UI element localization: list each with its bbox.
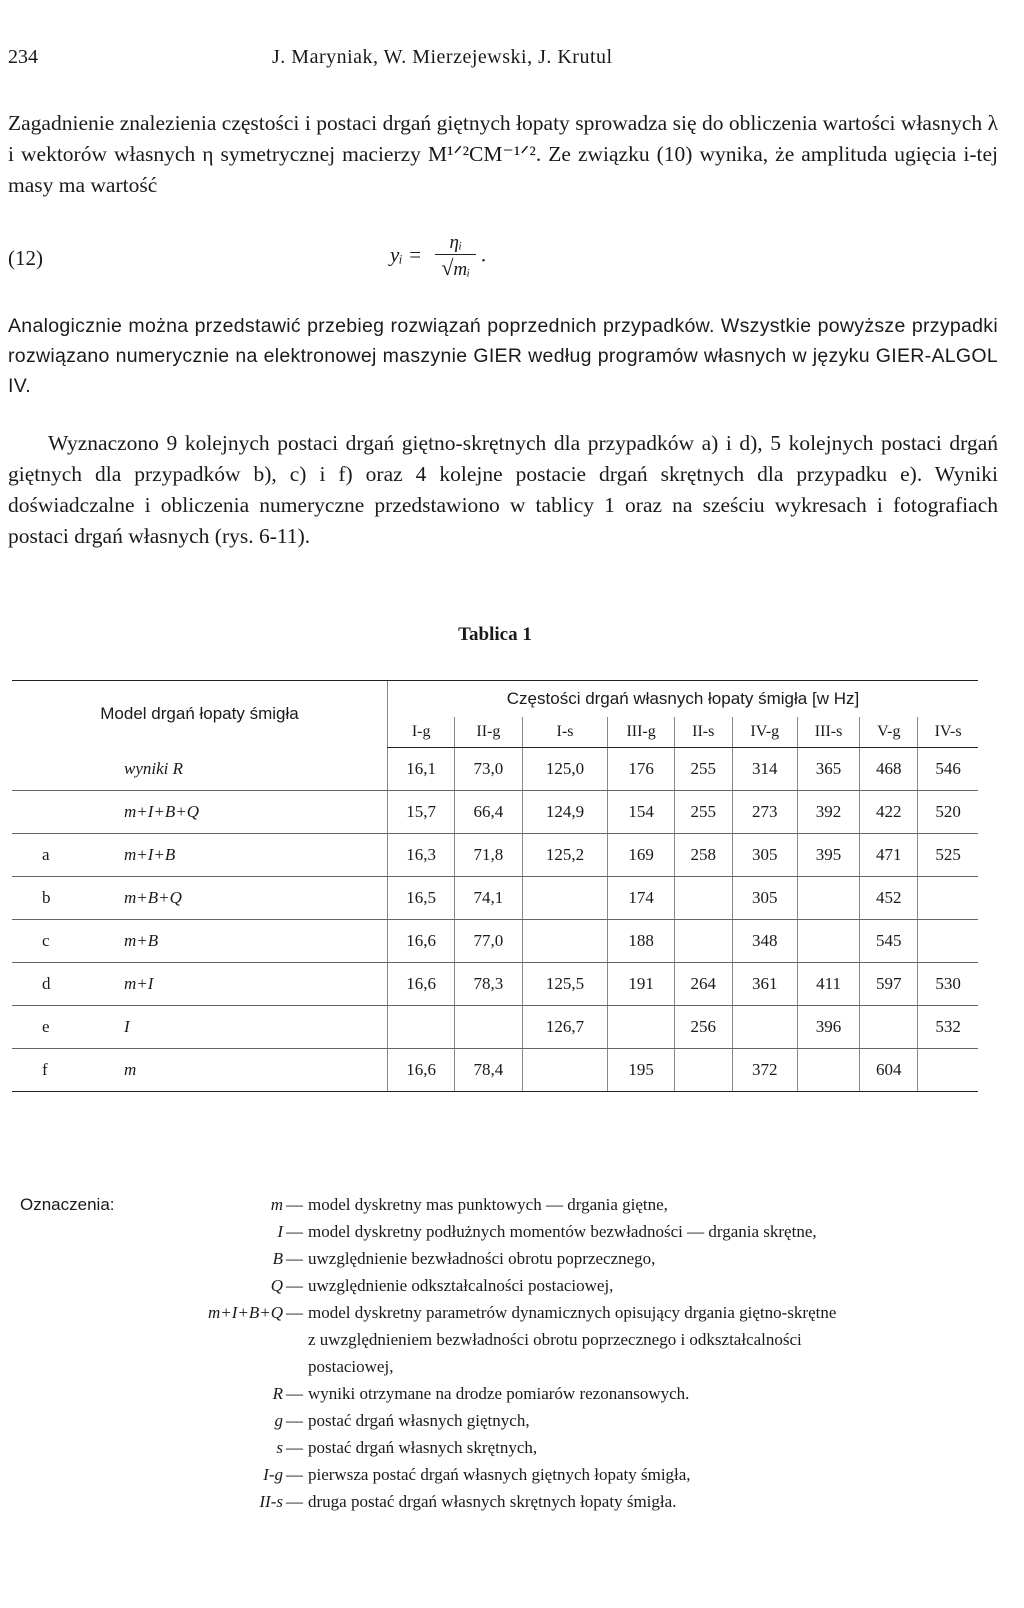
legend-symbol: B [272, 1249, 283, 1268]
row-letter: b [12, 877, 104, 920]
legend-symbol: g [274, 1411, 283, 1430]
legend-symbol: s [276, 1438, 283, 1457]
table-cell: 395 [797, 834, 859, 877]
row-model: m [104, 1049, 388, 1092]
table-cell [674, 1049, 732, 1092]
legend-dash: — [286, 1249, 303, 1268]
equation-label: (12) [8, 246, 43, 270]
running-header-authors: J. Maryniak, W. Mierzejewski, J. Krutul [272, 46, 613, 68]
table-body [12, 748, 978, 1092]
legend-item [0, 1276, 1024, 1302]
legend-label: Oznaczenia: [20, 1195, 115, 1214]
table-cell: 256 [674, 1006, 732, 1049]
table-cell: 176 [608, 748, 674, 791]
legend-dash: — [286, 1303, 303, 1322]
table-row [12, 834, 978, 877]
table-row [12, 1049, 978, 1092]
table-cell [918, 1049, 978, 1092]
legend-symbol: R [272, 1384, 283, 1403]
paragraph-results: Wyznaczono 9 kolejnych postaci drgań giętno-skrętnych dla przypadków a) i d), 5 kolejnych postaci drgań giętnych dla przypadków b), c) i f) oraz 4 kolejne postacie drgań skrętnych dla przypadku e). Wyniki doświadczalne i obliczenia numeryczne przedstawiono w tablicy 1 oraz na sześciu wykresach i fotografiach postaci drgań własnych (rys. 6-11). [8, 431, 998, 548]
table-cell: 348 [732, 920, 797, 963]
table-cell: 16,5 [388, 877, 455, 920]
legend-item [0, 1303, 1024, 1329]
table-cell: 154 [608, 791, 674, 834]
table-cell: 530 [918, 963, 978, 1006]
table-cell: 372 [732, 1049, 797, 1092]
row-letter: d [12, 963, 104, 1006]
legend-symbol: m [270, 1195, 283, 1214]
table-row [12, 920, 978, 963]
model-header: Model drgań łopaty śmigła [12, 681, 388, 748]
legend-text: postać drgań własnych giętnych, [308, 1411, 530, 1430]
table-cell: 16,6 [388, 1049, 455, 1092]
column-header: I-s [522, 717, 608, 748]
table-cell: 597 [860, 963, 918, 1006]
table-cell [674, 877, 732, 920]
table-cell [732, 1006, 797, 1049]
table-cell: 78,4 [455, 1049, 522, 1092]
sqrt-icon: √ [441, 255, 454, 280]
equation-numerator: ηᵢ [449, 232, 462, 253]
table-cell: 16,1 [388, 748, 455, 791]
table-cell: 392 [797, 791, 859, 834]
table-cell: 361 [732, 963, 797, 1006]
table-cell: 422 [860, 791, 918, 834]
table-row [12, 963, 978, 1006]
table-cell: 125,5 [522, 963, 608, 1006]
table-cell: 188 [608, 920, 674, 963]
legend-dash: — [286, 1384, 303, 1403]
table-cell: 191 [608, 963, 674, 1006]
legend-item [0, 1195, 1024, 1221]
table-cell: 532 [918, 1006, 978, 1049]
legend-item [0, 1411, 1024, 1437]
table-row [12, 1006, 978, 1049]
table-cell [455, 1006, 522, 1049]
table-cell: 16,6 [388, 963, 455, 1006]
equation-12 [390, 232, 487, 281]
legend-dash: — [286, 1276, 303, 1295]
legend-text: uwzględnienie odkształcalności postaciowej, [308, 1276, 614, 1295]
table-cell: 520 [918, 791, 978, 834]
legend-text: model dyskretny mas punktowych — drgania giętne, [308, 1195, 668, 1214]
column-header: II-g [455, 717, 522, 748]
frequency-table [12, 680, 978, 1092]
table-cell: 16,6 [388, 920, 455, 963]
table-cell: 255 [674, 791, 732, 834]
table-cell [797, 920, 859, 963]
table-title: Tablica 1 [458, 624, 532, 645]
legend-text-continuation: postaciowej, [308, 1357, 394, 1376]
row-letter [12, 791, 104, 834]
table-cell [388, 1006, 455, 1049]
row-letter: f [12, 1049, 104, 1092]
table-cell: 545 [860, 920, 918, 963]
table-cell [797, 1049, 859, 1092]
legend-item [0, 1384, 1024, 1410]
table-cell: 169 [608, 834, 674, 877]
table-cell: 273 [732, 791, 797, 834]
table-cell: 125,0 [522, 748, 608, 791]
paragraph-intro: Zagadnienie znalezienia częstości i postaci drgań giętnych łopaty sprowadza się do obliczenia wartości własnych λ i wektorów własnych η symetrycznej macierzy M¹ᐟ²CM⁻¹ᐟ². Ze związku (10) wynika, że amplituda ugięcia i-tej masy ma wartość [8, 111, 998, 197]
table-cell: 305 [732, 834, 797, 877]
table-cell [797, 877, 859, 920]
legend-item [0, 1465, 1024, 1491]
table-cell: 78,3 [455, 963, 522, 1006]
table-cell: 546 [918, 748, 978, 791]
column-header: V-g [860, 717, 918, 748]
row-model: m+I+B+Q [104, 791, 388, 834]
table-cell: 411 [797, 963, 859, 1006]
table-cell: 125,2 [522, 834, 608, 877]
table-cell: 77,0 [455, 920, 522, 963]
table-cell: 74,1 [455, 877, 522, 920]
table-cell [674, 920, 732, 963]
table-cell: 258 [674, 834, 732, 877]
table-cell: 314 [732, 748, 797, 791]
legend-dash: — [286, 1438, 303, 1457]
equation-lhs: yᵢ = [390, 242, 423, 267]
legend-dash: — [286, 1492, 303, 1511]
legend-dash: — [286, 1222, 303, 1241]
page-number: 234 [8, 46, 38, 68]
table-cell [860, 1006, 918, 1049]
legend-text: postać drgań własnych skrętnych, [308, 1438, 538, 1457]
table-row [12, 877, 978, 920]
table-cell: 264 [674, 963, 732, 1006]
row-model: I [104, 1006, 388, 1049]
row-letter [12, 748, 104, 791]
table-cell [522, 1049, 608, 1092]
table-cell: 15,7 [388, 791, 455, 834]
table-cell: 396 [797, 1006, 859, 1049]
row-letter: a [12, 834, 104, 877]
table-row [12, 748, 978, 791]
table-cell [522, 920, 608, 963]
table-cell: 16,3 [388, 834, 455, 877]
legend-symbol: I [277, 1222, 283, 1241]
legend-symbol: II-s [259, 1492, 283, 1511]
column-header: IV-s [918, 717, 978, 748]
table-row [12, 791, 978, 834]
legend-item [0, 1438, 1024, 1464]
legend-dash: — [286, 1195, 303, 1214]
column-header: III-s [797, 717, 859, 748]
column-header: III-g [608, 717, 674, 748]
table-cell: 305 [732, 877, 797, 920]
legend-text: druga postać drgań własnych skrętnych łopaty śmigła. [308, 1492, 677, 1511]
column-header: IV-g [732, 717, 797, 748]
legend-text: model dyskretny podłużnych momentów bezwładności — drgania skrętne, [308, 1222, 817, 1241]
table-cell: 365 [797, 748, 859, 791]
table-cell [918, 877, 978, 920]
legend-dash: — [286, 1465, 303, 1484]
equation-denominator-wrap [435, 254, 476, 281]
equation-period: . [481, 242, 487, 267]
table-cell: 255 [674, 748, 732, 791]
table-cell: 452 [860, 877, 918, 920]
legend-item [0, 1249, 1024, 1275]
table-cell: 66,4 [455, 791, 522, 834]
table-cell: 73,0 [455, 748, 522, 791]
table-cell: 124,9 [522, 791, 608, 834]
row-letter: c [12, 920, 104, 963]
legend-item [0, 1492, 1024, 1518]
legend-symbol: I-g [263, 1465, 283, 1484]
equation-denominator: mᵢ [453, 259, 471, 280]
column-header: I-g [388, 717, 455, 748]
legend-symbol: Q [270, 1276, 283, 1295]
table-cell: 174 [608, 877, 674, 920]
frequency-header: Częstości drgań własnych łopaty śmigła [w Hz] [388, 681, 979, 718]
table-cell: 525 [918, 834, 978, 877]
table-cell [918, 920, 978, 963]
table-cell: 71,8 [455, 834, 522, 877]
legend-text: wyniki otrzymane na drodze pomiarów rezonansowych. [308, 1384, 690, 1403]
row-letter: e [12, 1006, 104, 1049]
row-model: m+I+B [104, 834, 388, 877]
table-cell [522, 877, 608, 920]
row-model: wyniki R [104, 748, 388, 791]
table-header-row [12, 681, 978, 718]
legend-item-continuation [0, 1330, 1024, 1356]
legend-symbol: m+I+B+Q [207, 1303, 283, 1322]
table-cell: 468 [860, 748, 918, 791]
table-cell: 604 [860, 1049, 918, 1092]
column-header: II-s [674, 717, 732, 748]
table-cell: 195 [608, 1049, 674, 1092]
legend-text-continuation: z uwzględnieniem bezwładności obrotu poprzecznego i odkształcalności [308, 1330, 802, 1349]
legend-text: uwzględnienie bezwładności obrotu poprzecznego, [308, 1249, 656, 1268]
paragraph-analog: Analogicznie można przedstawić przebieg rozwiązań poprzednich przypadków. Wszystkie powyższe przypadki rozwiązano numerycznie na elektronowej maszynie GIER według programów własnych w języku GIER-ALGOL IV. [8, 315, 998, 397]
legend-item-continuation [0, 1357, 1024, 1383]
legend-text: model dyskretny parametrów dynamicznych opisujący drgania giętno-skrętne [308, 1303, 837, 1322]
table-cell: 471 [860, 834, 918, 877]
table-cell: 126,7 [522, 1006, 608, 1049]
row-model: m+B+Q [104, 877, 388, 920]
table-cell [608, 1006, 674, 1049]
row-model: m+I [104, 963, 388, 1006]
legend-text: pierwsza postać drgań własnych giętnych łopaty śmigła, [308, 1465, 691, 1484]
row-model: m+B [104, 920, 388, 963]
legend-dash: — [286, 1411, 303, 1430]
equation-fraction [435, 232, 476, 281]
legend-item [0, 1222, 1024, 1248]
